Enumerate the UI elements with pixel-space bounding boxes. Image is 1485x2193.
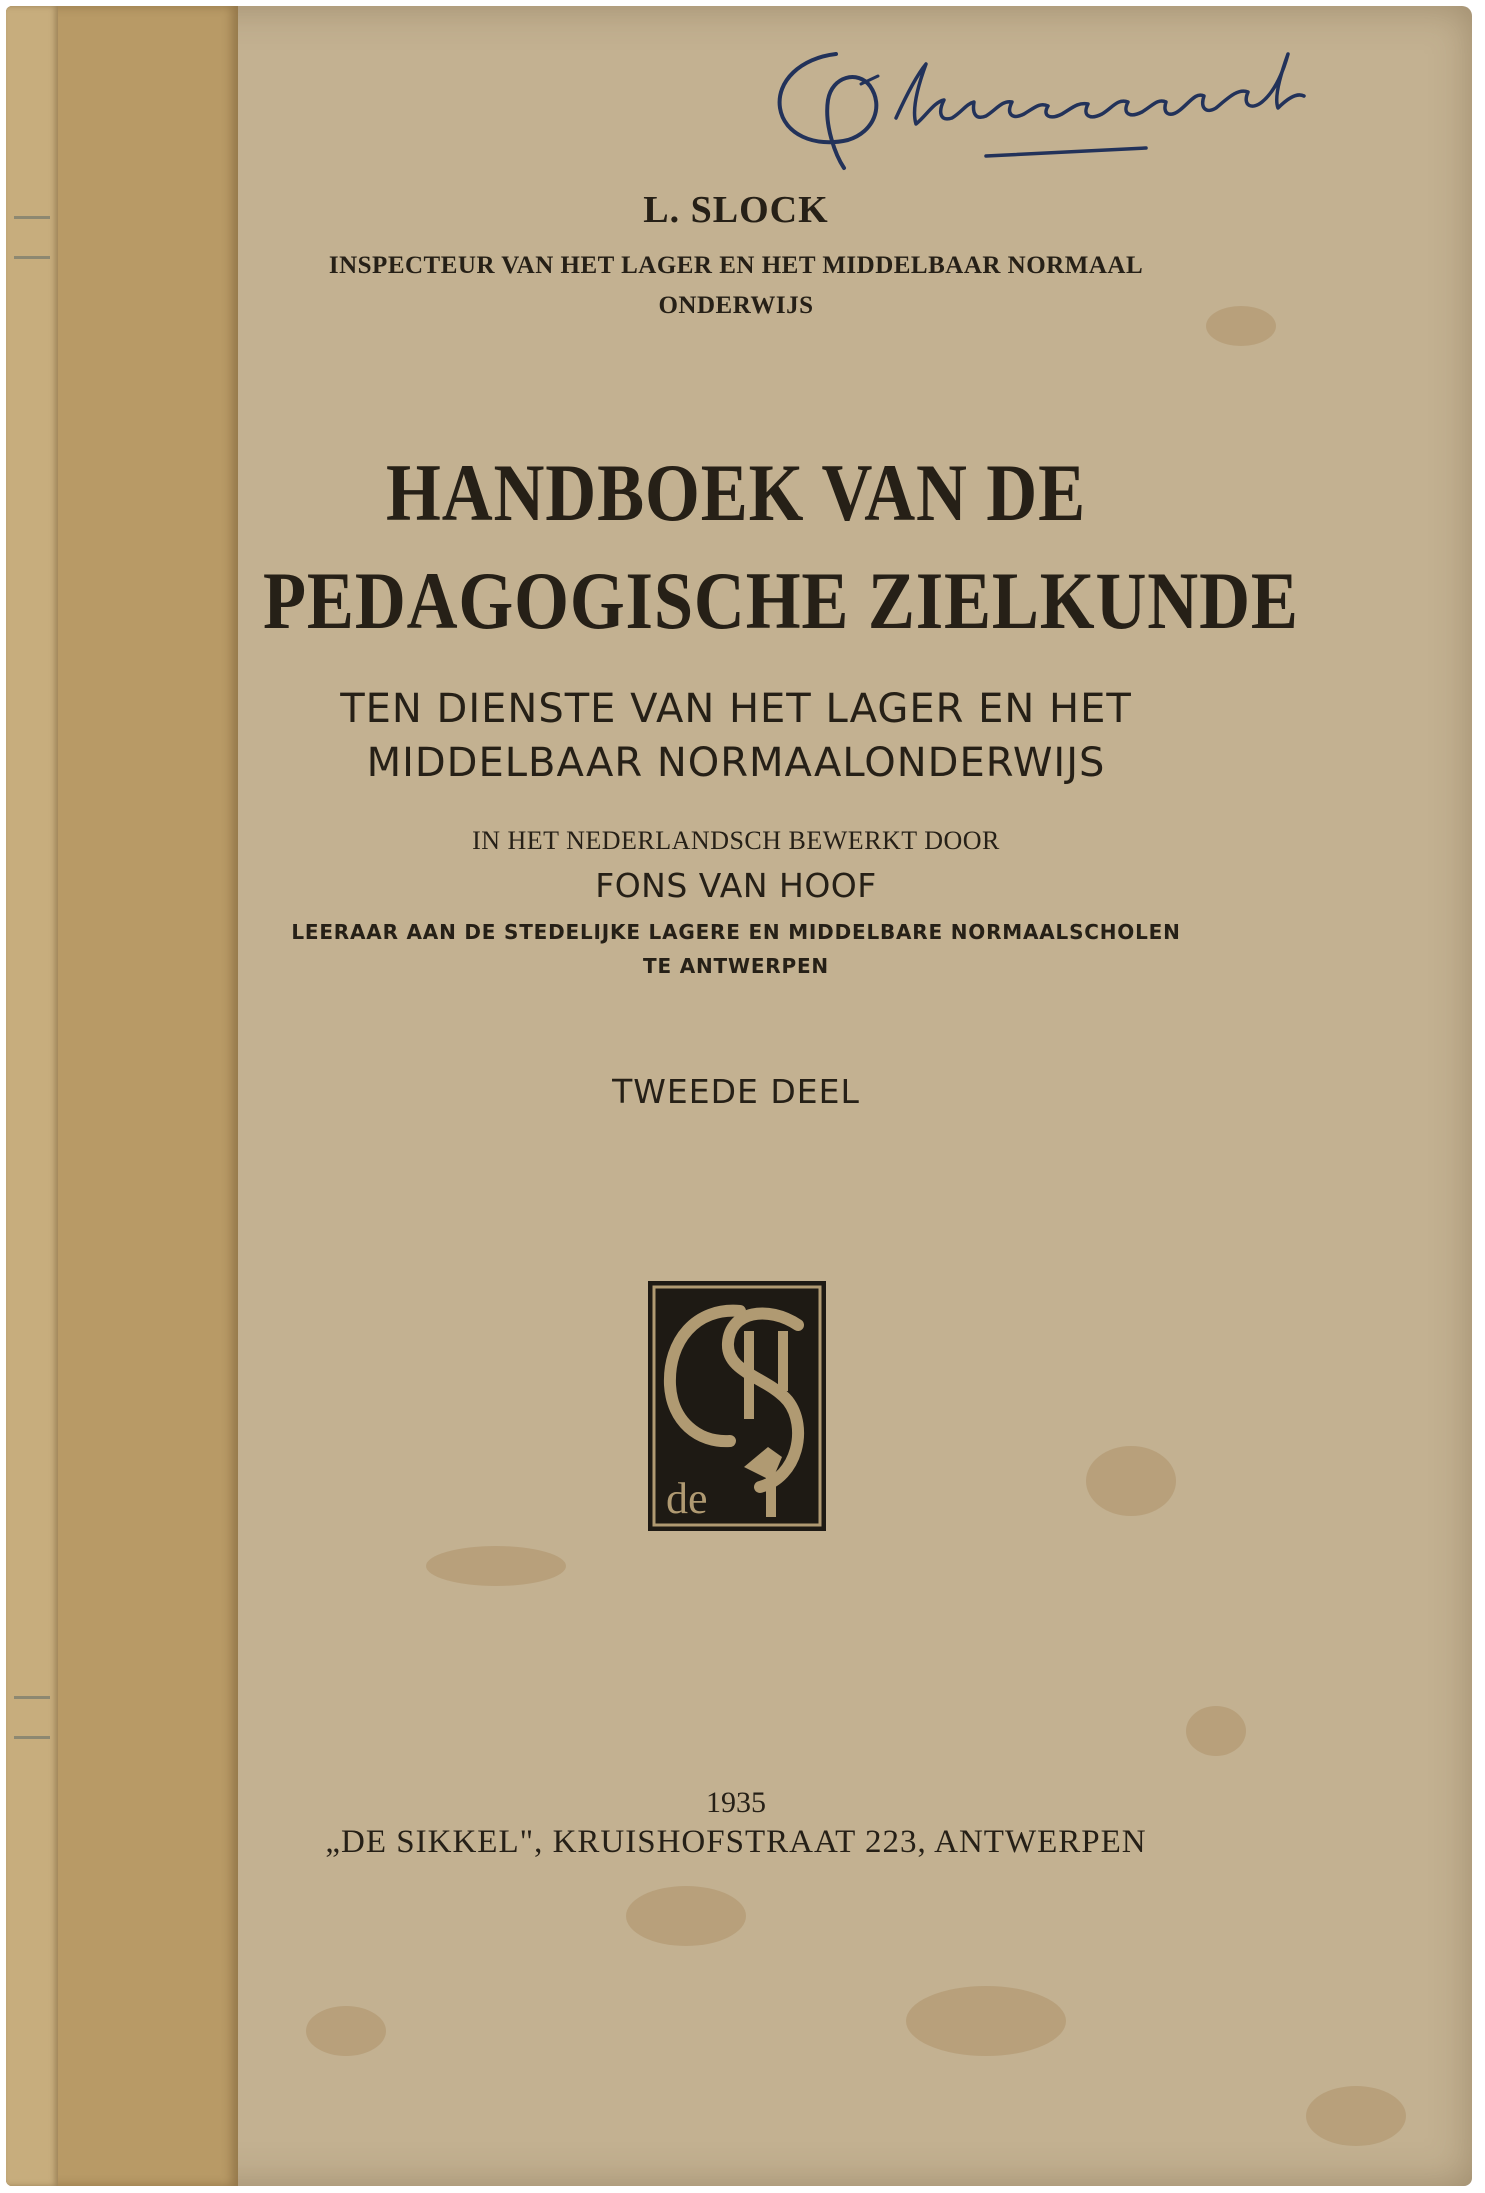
translation-credit: IN HET NEDERLANDSCH BEWERKT DOOR — [472, 826, 1000, 855]
paper-stain — [1306, 2086, 1406, 2146]
spine-mark — [14, 256, 50, 259]
author-name: L. SLOCK — [643, 189, 829, 231]
publisher-line: „DE SIKKEL", KRUISHOFSTRAAT 223, ANTWERPEN — [325, 1824, 1147, 1860]
spine-mark — [14, 216, 50, 219]
book-cover — [6, 6, 1472, 2186]
spine-edge — [6, 6, 58, 2186]
translator-role-line-1: LEERAAR AAN DE STEDELIJKE LAGERE EN MIDDELBARE NORMAALSCHOLEN — [291, 920, 1181, 944]
author-role-line-2: ONDERWIJS — [658, 292, 814, 319]
volume-label: TWEEDE DEEL — [612, 1072, 860, 1111]
book-subtitle-line-1: TEN DIENSTE VAN HET LAGER EN HET — [340, 686, 1132, 732]
paper-stain — [626, 1886, 746, 1946]
spine-mark — [14, 1696, 50, 1699]
translator-role-line-2: TE ANTWERPEN — [643, 954, 829, 978]
de-sikkel-logo-icon — [648, 1281, 826, 1531]
paper-stain — [1086, 1446, 1176, 1516]
paper-stain — [426, 1546, 566, 1586]
paper-stain — [1186, 1706, 1246, 1756]
handwritten-signature — [766, 36, 1346, 186]
logo-text: de — [666, 1474, 708, 1523]
author-role-line-1: INSPECTEUR VAN HET LAGER EN HET MIDDELBAAR NORMAAL — [328, 252, 1144, 279]
book-title-line-1: HANDBOEK VAN DE — [386, 447, 1086, 538]
spine-mark — [14, 1736, 50, 1739]
translator-name: FONS VAN HOOF — [595, 866, 877, 905]
book-title-line-2: PEDAGOGISCHE ZIELKUNDE — [263, 555, 1299, 646]
publication-year: 1935 — [706, 1786, 766, 1819]
paper-stain — [306, 2006, 386, 2056]
paper-stain — [906, 1986, 1066, 2056]
book-subtitle-line-2: MIDDELBAAR NORMAALONDERWIJS — [366, 740, 1106, 786]
